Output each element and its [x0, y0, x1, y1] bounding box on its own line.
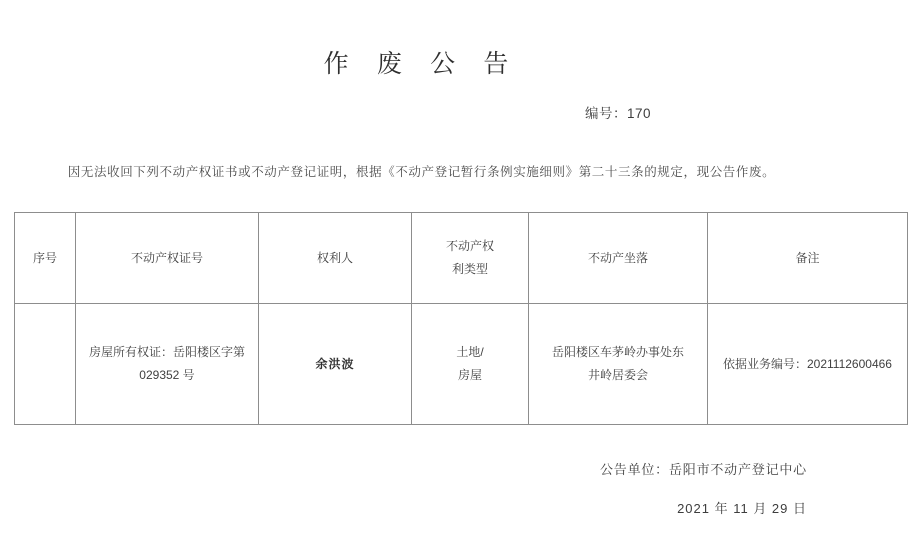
- cell-location-line2: 井岭居委会: [587, 368, 648, 382]
- header-property-right-type-line2: 利类型: [451, 262, 488, 276]
- header-index: 序号: [15, 213, 76, 304]
- issuer-line: 公告单位：岳阳市不动产登记中心: [599, 462, 807, 477]
- table-header: [15, 213, 908, 304]
- table-header-row: [15, 213, 908, 304]
- header-certificate-number: 不动产权证号: [76, 213, 259, 304]
- header-property-right-type-line1: 不动产权: [445, 239, 494, 254]
- page-title: 作 废 公 告: [323, 51, 520, 78]
- cell-index: [15, 304, 76, 425]
- header-property-right-type: [412, 213, 529, 304]
- document-page: [0, 44, 892, 554]
- cell-remark: 依据业务编号：2021112600466: [708, 304, 908, 425]
- cell-owner: [259, 304, 412, 425]
- header-owner: 权利人: [259, 213, 412, 304]
- statement-paragraph: 因无法收回下列不动产权证书或不动产登记证明，根据《不动产登记暂行条例实施细则》第二十三条的规定，现公告作废。: [67, 165, 776, 179]
- cell-location: [529, 304, 708, 425]
- cell-certificate-number-line2: 029352 号: [139, 368, 195, 382]
- header-location: 不动产坐落: [529, 213, 708, 304]
- serial-number: 编号：170: [584, 106, 651, 121]
- table-container: [0, 212, 892, 425]
- cell-certificate-number: [76, 304, 259, 425]
- cell-property-right-type-line1: 土地/: [456, 345, 484, 360]
- cell-owner-name: 余洪波: [315, 356, 355, 371]
- footer: [0, 459, 843, 517]
- notice-table: [14, 212, 908, 425]
- table-row: [15, 304, 908, 425]
- cell-location-line1: 岳阳楼区车茅岭办事处东: [551, 345, 684, 360]
- cell-property-right-type-line2: 房屋: [457, 368, 482, 382]
- issue-date: 2021 年 11 月 29 日: [677, 501, 807, 516]
- table-body: [15, 304, 908, 425]
- cell-certificate-number-line1: 房屋所有权证：岳阳楼区字第: [88, 345, 245, 360]
- header-remark: 备注: [708, 213, 908, 304]
- cell-property-right-type: [412, 304, 529, 425]
